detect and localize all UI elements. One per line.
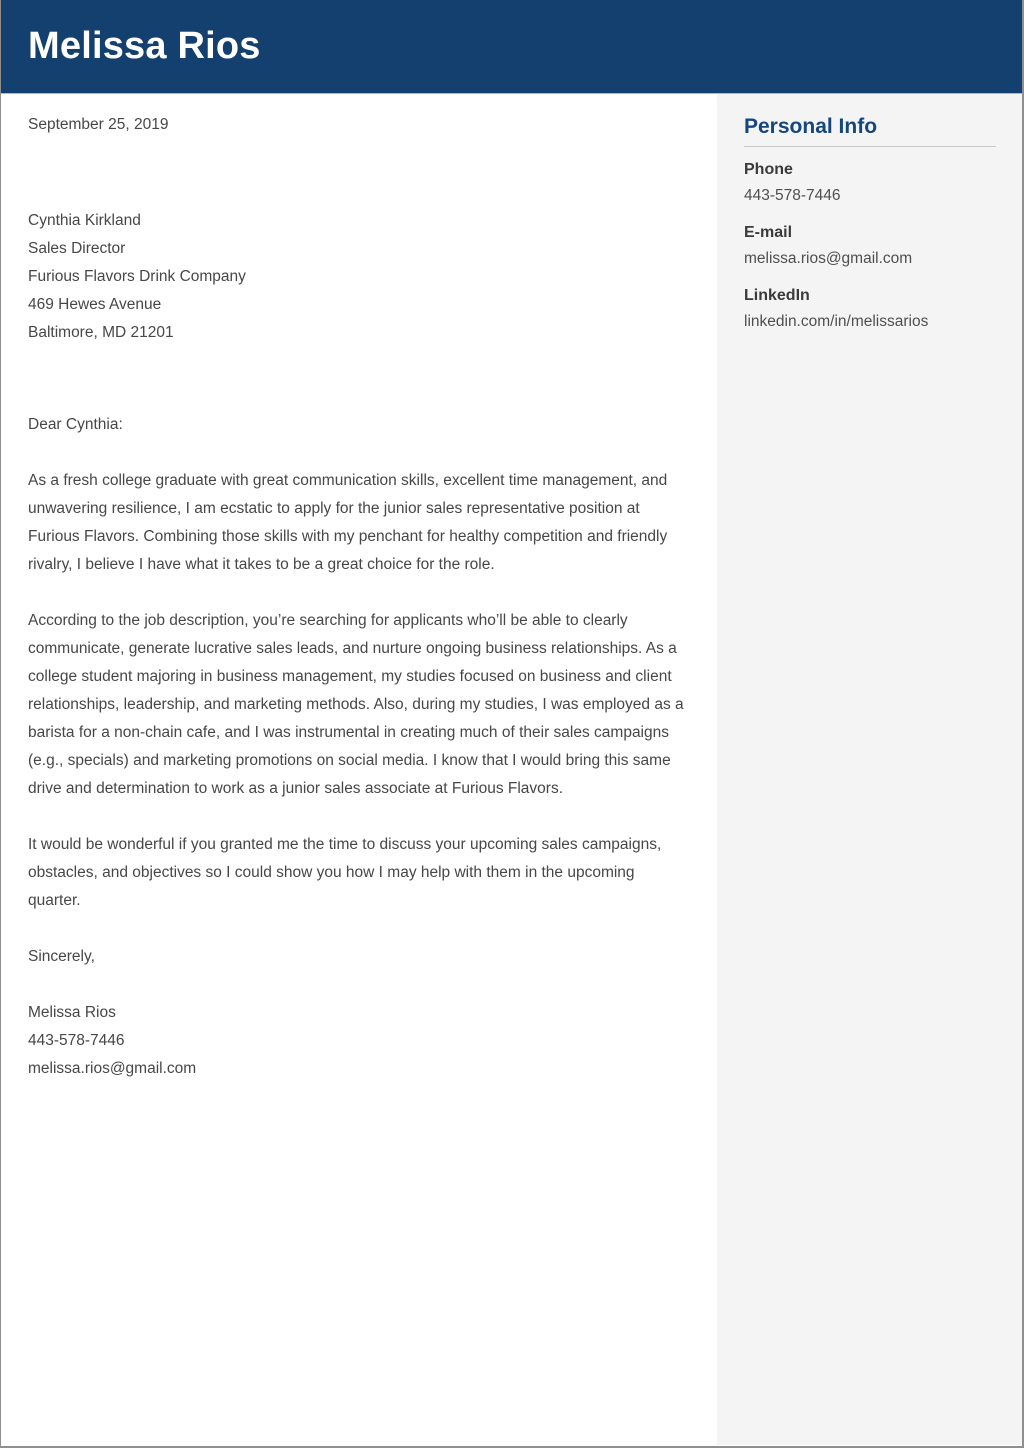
signature-email: melissa.rios@gmail.com	[28, 1060, 197, 1077]
linkedin-label: LinkedIn	[744, 287, 810, 304]
linkedin-value: linkedin.com/in/melissarios	[744, 313, 929, 330]
recipient-name: Cynthia Kirkland	[28, 212, 141, 229]
sidebar-title: Personal Info	[744, 114, 996, 147]
signature-name: Melissa Rios	[28, 1004, 116, 1021]
email-value: melissa.rios@gmail.com	[744, 250, 913, 267]
info-item-phone	[744, 157, 996, 209]
header-bar	[1, 0, 1022, 94]
signature-phone: 443-578-7446	[28, 1032, 125, 1049]
personal-info-sidebar	[717, 94, 1022, 1445]
paragraph-3: It would be wonderful if you granted me the time to discuss your upcoming sales campaigns, obstacles, and objectives so I could show you how I may help with them in the upcoming quarter.	[28, 836, 662, 909]
recipient-title: Sales Director	[28, 240, 126, 257]
recipient-city: Baltimore, MD 21201	[28, 324, 174, 341]
phone-value: 443-578-7446	[744, 187, 841, 204]
content-area	[1, 94, 1022, 1445]
info-item-linkedin	[744, 283, 996, 335]
salutation: Dear Cynthia:	[28, 416, 123, 433]
paragraph-1: As a fresh college graduate with great communication skills, excellent time management, and unwavering resilience, I am ecstatic to apply for the junior sales representative position at Furious Flavors. Combining those skills with my penchant for healthy competition and friendly rivalry, I believe I have what it takes to be a great choice for the role.	[28, 472, 668, 573]
letter-date: September 25, 2019	[28, 116, 169, 133]
closing: Sincerely,	[28, 948, 95, 965]
signature-block	[28, 999, 691, 1083]
applicant-name: Melissa Rios	[28, 25, 261, 67]
email-label: E-mail	[744, 224, 793, 241]
info-item-email	[744, 220, 996, 272]
recipient-block	[28, 207, 691, 347]
paragraph-2: According to the job description, you’re searching for applicants who’ll be able to clearly communicate, generate lucrative sales leads, and nurture ongoing business relationships. As a college student majoring in business management, my studies focused on business and client relationships, leadership, and marketing methods. Also, during my studies, I was employed as a barista for a non-chain cafe, and I was instrumental in creating much of their sales campaigns (e.g., specials) and marketing promotions on social media. I know that I would bring this same drive and determination to work as a junior sales associate at Furious Flavors.	[28, 612, 684, 797]
letter-body	[1, 94, 717, 1445]
phone-label: Phone	[744, 161, 793, 178]
recipient-street: 469 Hewes Avenue	[28, 296, 162, 313]
recipient-company: Furious Flavors Drink Company	[28, 268, 246, 285]
